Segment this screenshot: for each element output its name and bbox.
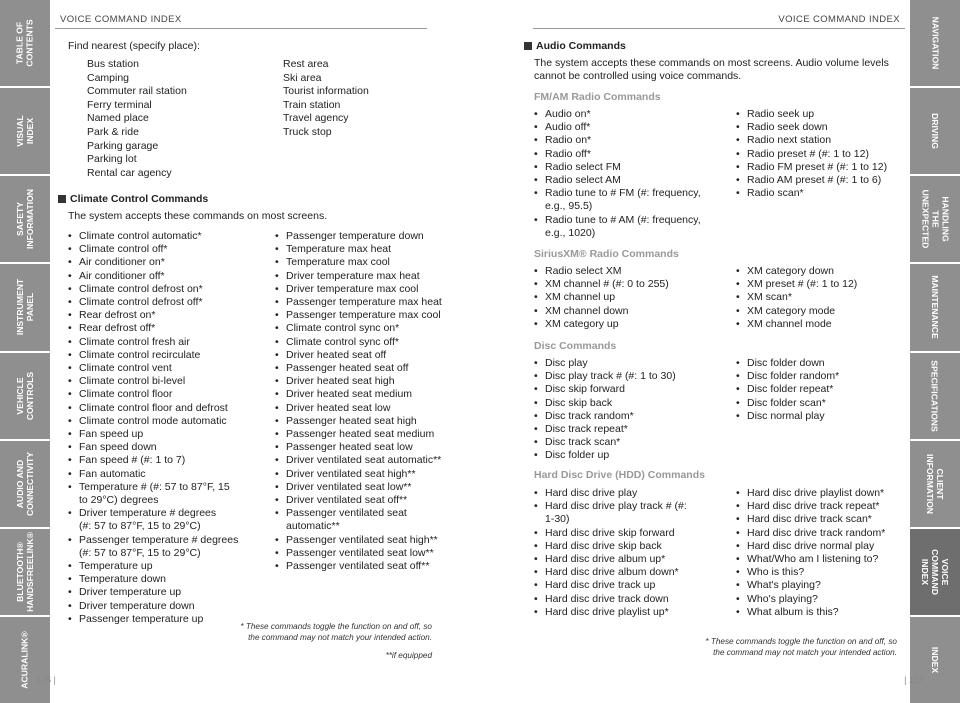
tab-navigation[interactable]	[910, 0, 960, 86]
list-item: • Radio seek up	[736, 108, 906, 121]
list-item: Named place	[87, 112, 149, 125]
find-nearest-col2	[283, 58, 423, 140]
tab-voice-command-index[interactable]	[910, 529, 960, 615]
list-item: • Hard disc drive playlist up*	[534, 606, 729, 619]
list-item: • Temperature # (#: 57 to 87°F, 15 to 29°C) degrees	[68, 481, 273, 507]
tab-label: ACURALINK®	[20, 631, 31, 689]
list-item: • Driver temperature up	[68, 586, 273, 599]
list-item: • Who's playing?	[736, 593, 906, 606]
list-item: • Driver ventilated seat low**	[275, 481, 450, 494]
list-item: Train station	[283, 98, 341, 111]
list-item: • XM category down	[736, 265, 906, 278]
list-item: • Temperature up	[68, 560, 273, 573]
hdd-col1	[534, 487, 729, 619]
tab-label: CLIENT INFORMATION	[925, 453, 945, 514]
right-header-rule	[533, 28, 905, 29]
list-item: • XM channel mode	[736, 318, 906, 331]
find-nearest-col1	[87, 58, 277, 180]
list-item: • Rear defrost off*	[68, 322, 273, 335]
list-item: • Climate control fresh air	[68, 336, 273, 349]
list-item: • What album is this?	[736, 606, 906, 619]
fmam-col2	[736, 108, 906, 200]
list-item: • XM channel down	[534, 305, 729, 318]
list-item: • Air conditioner on*	[68, 256, 273, 269]
list-item: • Driver temperature # degrees (#: 57 to 87°F, 15 to 29°C)	[68, 507, 273, 533]
list-item: Bus station	[87, 58, 139, 70]
list-item: • Passenger ventilated seat automatic**	[275, 507, 450, 533]
tab-client-information[interactable]	[910, 441, 960, 527]
tab-table-of-contents[interactable]	[0, 0, 50, 86]
list-item: • What/Who am I listening to?	[736, 553, 906, 566]
list-item: • Fan speed down	[68, 441, 273, 454]
right-nav-tabs	[910, 0, 960, 703]
tab-label: NAVIGATION	[930, 16, 940, 70]
list-item: • Radio select FM	[534, 161, 729, 174]
tab-label: HANDLING THE UNEXPECTED	[920, 189, 951, 249]
list-item: • Driver heated seat medium	[275, 388, 450, 401]
find-nearest-title: Find nearest (specify place):	[68, 40, 200, 52]
climate-footnote: * These commands toggle the function on and off, so the command may not match your intended action.	[240, 622, 432, 642]
list-item: Truck stop	[283, 125, 332, 138]
list-item: • Climate control defrost off*	[68, 296, 273, 309]
list-item: • Radio on*	[534, 134, 729, 147]
list-item: • Hard disc drive play track # (#: 1-30)	[534, 500, 729, 526]
left-page-number: 136 |	[36, 675, 56, 685]
tab-label: VOICE COMMAND INDEX	[920, 548, 950, 595]
tab-label: BLUETOOTH® HANDSFREELINK®	[15, 531, 36, 612]
list-item: • Driver ventilated seat high**	[275, 468, 450, 481]
right-page-number: | 137	[904, 675, 924, 685]
section-marker-icon	[58, 195, 66, 203]
list-item: • Passenger heated seat low	[275, 441, 450, 454]
list-item: • Passenger temperature up	[68, 613, 273, 626]
list-item: • Radio tune to # FM (#: frequency, e.g., 95.5)	[534, 187, 729, 213]
tab-handling-unexpected[interactable]	[910, 176, 960, 262]
list-item: Tourist information	[283, 85, 369, 98]
list-item: • Driver temperature max cool	[275, 283, 450, 296]
list-item: • Radio tune to # AM (#: frequency, e.g., 1020)	[534, 214, 729, 240]
list-item: • Driver heated seat high	[275, 375, 450, 388]
list-item: • Hard disc drive track repeat*	[736, 500, 906, 513]
list-item: • Rear defrost on*	[68, 309, 273, 322]
tab-driving[interactable]	[910, 88, 960, 174]
list-item: • Disc track scan*	[534, 436, 729, 449]
list-item: • Passenger temperature max heat	[275, 296, 450, 309]
list-item: • Disc play track # (#: 1 to 30)	[534, 370, 729, 383]
list-item: • XM preset # (#: 1 to 12)	[736, 278, 906, 291]
tab-audio-connectivity[interactable]	[0, 441, 50, 527]
disc-title: Disc Commands	[534, 340, 617, 352]
list-item: • Hard disc drive track down	[534, 593, 729, 606]
list-item: Park & ride	[87, 125, 139, 138]
list-item: • Climate control vent	[68, 362, 273, 375]
list-item: • Driver heated seat off	[275, 349, 450, 362]
list-item: • Radio select XM	[534, 265, 729, 278]
tab-visual-index[interactable]	[0, 88, 50, 174]
list-item: • Passenger heated seat medium	[275, 428, 450, 441]
tab-maintenance[interactable]	[910, 264, 960, 350]
list-item: • Radio select AM	[534, 174, 729, 187]
climate-section-title	[58, 193, 208, 205]
list-item: • Passenger ventilated seat high**	[275, 534, 450, 547]
list-item: • Fan speed up	[68, 428, 273, 441]
list-item: • Hard disc drive track scan*	[736, 513, 906, 526]
fmam-col1	[534, 108, 729, 240]
tab-index[interactable]	[910, 617, 960, 703]
list-item: • Passenger ventilated seat low**	[275, 547, 450, 560]
list-item: • Hard disc drive album down*	[534, 566, 729, 579]
siriusxm-title: SiriusXM® Radio Commands	[534, 248, 679, 260]
list-item: • Climate control bi-level	[68, 375, 273, 388]
audio-section-title	[524, 40, 626, 52]
section-marker-icon	[524, 42, 532, 50]
list-item: • Passenger temperature down	[275, 230, 450, 243]
list-item: • Temperature down	[68, 573, 273, 586]
list-item: • Hard disc drive play	[534, 487, 729, 500]
list-item: • Temperature max heat	[275, 243, 450, 256]
list-item: • Air conditioner off*	[68, 270, 273, 283]
list-item: • Audio off*	[534, 121, 729, 134]
tab-instrument-panel[interactable]	[0, 264, 50, 350]
list-item: Travel agency	[283, 112, 349, 125]
list-item: • Disc track repeat*	[534, 423, 729, 436]
list-item: • Climate control off*	[68, 243, 273, 256]
climate-col2	[275, 230, 450, 573]
climate-title-text: Climate Control Commands	[70, 193, 209, 205]
list-item: • Passenger heated seat high	[275, 415, 450, 428]
tab-label: SAFETY INFORMATION	[15, 189, 35, 250]
list-item: • Hard disc drive track random*	[736, 527, 906, 540]
list-item: • Driver ventilated seat off**	[275, 494, 450, 507]
list-item: • Climate control recirculate	[68, 349, 273, 362]
list-item: • Driver temperature down	[68, 600, 273, 613]
list-item: • Radio scan*	[736, 187, 906, 200]
tab-label: VEHICLE CONTROLS	[15, 371, 35, 420]
list-item: • Hard disc drive album up*	[534, 553, 729, 566]
tab-label: VISUAL INDEX	[15, 115, 35, 147]
climate-footnote-equipped: **if equipped	[385, 651, 432, 660]
list-item: • Disc skip forward	[534, 383, 729, 396]
list-item: • Driver temperature max heat	[275, 270, 450, 283]
climate-intro: The system accepts these commands on most screens.	[68, 210, 328, 222]
list-item: • Passenger ventilated seat off**	[275, 560, 450, 573]
audio-footnote: * These commands toggle the function on and off, so the command may not match your intended action.	[705, 637, 897, 657]
list-item: • Climate control floor and defrost	[68, 402, 273, 415]
list-item: Commuter rail station	[87, 85, 187, 98]
list-item: • Fan speed # (#: 1 to 7)	[68, 454, 273, 467]
left-header-rule	[55, 28, 427, 29]
siriusxm-col2	[736, 265, 906, 331]
tab-vehicle-controls[interactable]	[0, 353, 50, 439]
tab-label: AUDIO AND CONNECTIVITY	[15, 451, 36, 516]
list-item: • Hard disc drive skip back	[534, 540, 729, 553]
list-item: • Driver heated seat low	[275, 402, 450, 415]
list-item: • Disc skip back	[534, 397, 729, 410]
list-item: • Hard disc drive playlist down*	[736, 487, 906, 500]
list-item: • Disc folder scan*	[736, 397, 906, 410]
list-item: • Radio AM preset # (#: 1 to 6)	[736, 174, 906, 187]
list-item: • Passenger temperature max cool	[275, 309, 450, 322]
list-item: • Radio off*	[534, 148, 729, 161]
list-item: • Climate control automatic*	[68, 230, 273, 243]
left-page-header: VOICE COMMAND INDEX	[60, 14, 182, 25]
list-item: • Climate control defrost on*	[68, 283, 273, 296]
list-item: • Driver ventilated seat automatic**	[275, 454, 450, 467]
list-item: Parking garage	[87, 139, 159, 152]
list-item: • Radio next station	[736, 134, 906, 147]
tab-specifications[interactable]	[910, 353, 960, 439]
list-item: • Hard disc drive skip forward	[534, 527, 729, 540]
tab-acuralink[interactable]	[0, 617, 50, 703]
list-item: • Passenger temperature # degrees (#: 57 to 87°F, 15 to 29°C)	[68, 534, 273, 560]
list-item: • Disc folder repeat*	[736, 383, 906, 396]
tab-label: INDEX	[929, 646, 940, 674]
climate-col1	[68, 230, 273, 626]
list-item: • Hard disc drive normal play	[736, 540, 906, 553]
audio-intro: The system accepts these commands on most screens. Audio volume levels cannot be controlled using voice commands.	[534, 57, 889, 83]
hdd-title: Hard Disc Drive (HDD) Commands	[534, 469, 705, 481]
list-item: • Who is this?	[736, 566, 906, 579]
fmam-title: FM/AM Radio Commands	[534, 91, 661, 103]
list-item: • Climate control sync on*	[275, 322, 450, 335]
list-item: • XM category up	[534, 318, 729, 331]
list-item: • Radio FM preset # (#: 1 to 12)	[736, 161, 906, 174]
audio-title-text: Audio Commands	[536, 40, 626, 52]
list-item: • Radio preset # (#: 1 to 12)	[736, 148, 906, 161]
list-item: • Audio on*	[534, 108, 729, 121]
list-item: • Disc folder random*	[736, 370, 906, 383]
tab-label: INSTRUMENT PANEL	[15, 279, 35, 336]
list-item: • XM channel up	[534, 291, 729, 304]
list-item: • Passenger heated seat off	[275, 362, 450, 375]
list-item: • Climate control floor	[68, 388, 273, 401]
disc-col1	[534, 357, 729, 463]
list-item: Rest area	[283, 58, 329, 70]
disc-col2	[736, 357, 906, 423]
list-item: • XM category mode	[736, 305, 906, 318]
siriusxm-col1	[534, 265, 729, 331]
hdd-col2	[736, 487, 906, 619]
tab-label: SPECIFICATIONS	[930, 359, 940, 432]
list-item: • What's playing?	[736, 579, 906, 592]
list-item: • Temperature max cool	[275, 256, 450, 269]
list-item: • Radio seek down	[736, 121, 906, 134]
list-item: • Hard disc drive track up	[534, 579, 729, 592]
list-item: Ski area	[283, 71, 322, 84]
tab-label: DRIVING	[930, 113, 940, 150]
list-item: • XM channel # (#: 0 to 255)	[534, 278, 729, 291]
list-item: Ferry terminal	[87, 98, 152, 111]
list-item: • Fan automatic	[68, 468, 273, 481]
list-item: Camping	[87, 71, 130, 84]
list-item: • Disc track random*	[534, 410, 729, 423]
tab-label: TABLE OF CONTENTS	[14, 19, 35, 67]
list-item: • Disc folder up	[534, 449, 729, 462]
tab-bluetooth-handsfreelink[interactable]	[0, 529, 50, 615]
list-item: • Disc normal play	[736, 410, 906, 423]
list-item: • Disc folder down	[736, 357, 906, 370]
list-item: • Disc play	[534, 357, 729, 370]
tab-safety-information[interactable]	[0, 176, 50, 262]
list-item: • XM scan*	[736, 291, 906, 304]
list-item: • Climate control sync off*	[275, 336, 450, 349]
list-item: • Climate control mode automatic	[68, 415, 273, 428]
list-item: Rental car agency	[87, 166, 172, 179]
left-nav-tabs	[0, 0, 50, 703]
tab-label: MAINTENANCE	[930, 275, 940, 340]
list-item: Parking lot	[87, 153, 137, 166]
right-page-header: VOICE COMMAND INDEX	[778, 14, 900, 25]
